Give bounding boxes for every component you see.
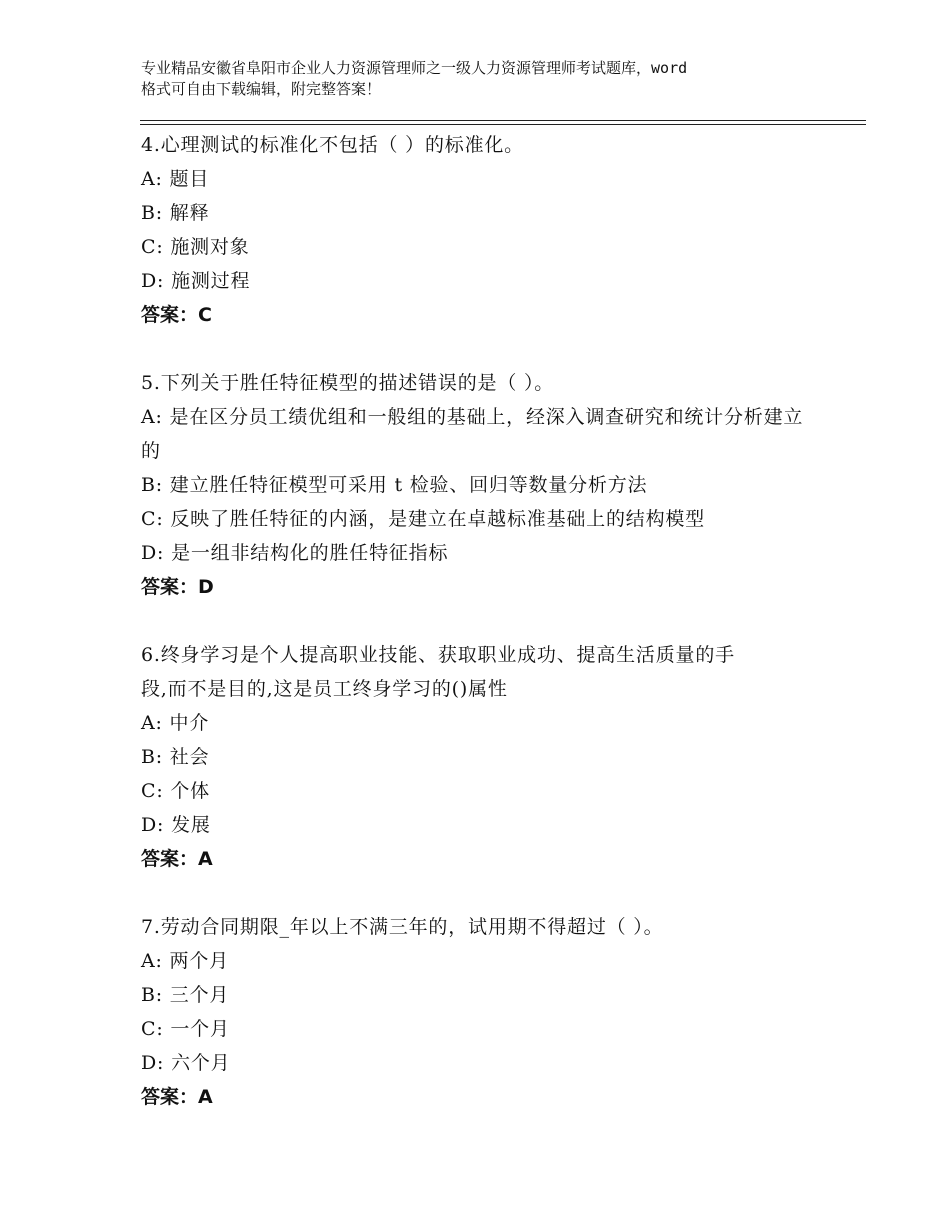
option-b: B: 建立胜任特征模型可采用 t 检验、回归等数量分析方法 (141, 474, 648, 496)
question-stem: 4.心理测试的标准化不包括（ ）的标准化。 (141, 134, 524, 156)
answer-label: 答案：D (141, 576, 214, 598)
question-4 (141, 128, 831, 332)
option-a: A: 中介 (141, 712, 210, 734)
question-stem: 5.下列关于胜任特征模型的描述错误的是（ ）。 (141, 372, 555, 394)
option-c: C: 施测对象 (141, 236, 250, 258)
option-d: D: 施测过程 (141, 270, 251, 292)
option-c: C: 个体 (141, 780, 210, 802)
option-d: D: 发展 (141, 814, 211, 836)
option-a: A: 两个月 (141, 950, 229, 972)
question-7 (141, 910, 831, 1114)
option-b: B: 解释 (141, 202, 210, 224)
answer-label: 答案：C (141, 304, 212, 326)
option-a: A: 是在区分员工绩优组和一般组的基础上，经深入调查研究和统计分析建立的 (141, 406, 804, 462)
question-stem-line-1: 6.终身学习是个人提高职业技能、获取职业成功、提高生活质量的手 (141, 644, 735, 666)
header-line-1: 专业精品安徽省阜阳市企业人力资源管理师之一级人力资源管理师考试题库，word (141, 59, 688, 77)
question-5 (141, 366, 831, 604)
option-b: B: 社会 (141, 746, 210, 768)
option-b: B: 三个月 (141, 984, 230, 1006)
answer-label: 答案：A (141, 848, 213, 870)
question-stem: 7.劳动合同期限_年以上不满三年的，试用期不得超过（ ）。 (141, 916, 664, 938)
question-list (141, 128, 831, 1148)
option-d: D: 是一组非结构化的胜任特征指标 (141, 542, 449, 564)
header-divider-bottom (140, 124, 866, 125)
option-c: C: 一个月 (141, 1018, 230, 1040)
header-divider-top (140, 120, 866, 121)
answer-label: 答案：A (141, 1086, 213, 1108)
option-a: A: 题目 (141, 168, 210, 190)
document-header (141, 58, 841, 100)
header-line-2: 格式可自由下载编辑，附完整答案！ (141, 80, 382, 98)
option-d: D: 六个月 (141, 1052, 231, 1074)
question-6 (141, 638, 831, 876)
question-stem-line-2: 段,而不是目的,这是员工终身学习的()属性 (141, 678, 508, 700)
option-c: C: 反映了胜任特征的内涵，是建立在卓越标准基础上的结构模型 (141, 508, 705, 530)
